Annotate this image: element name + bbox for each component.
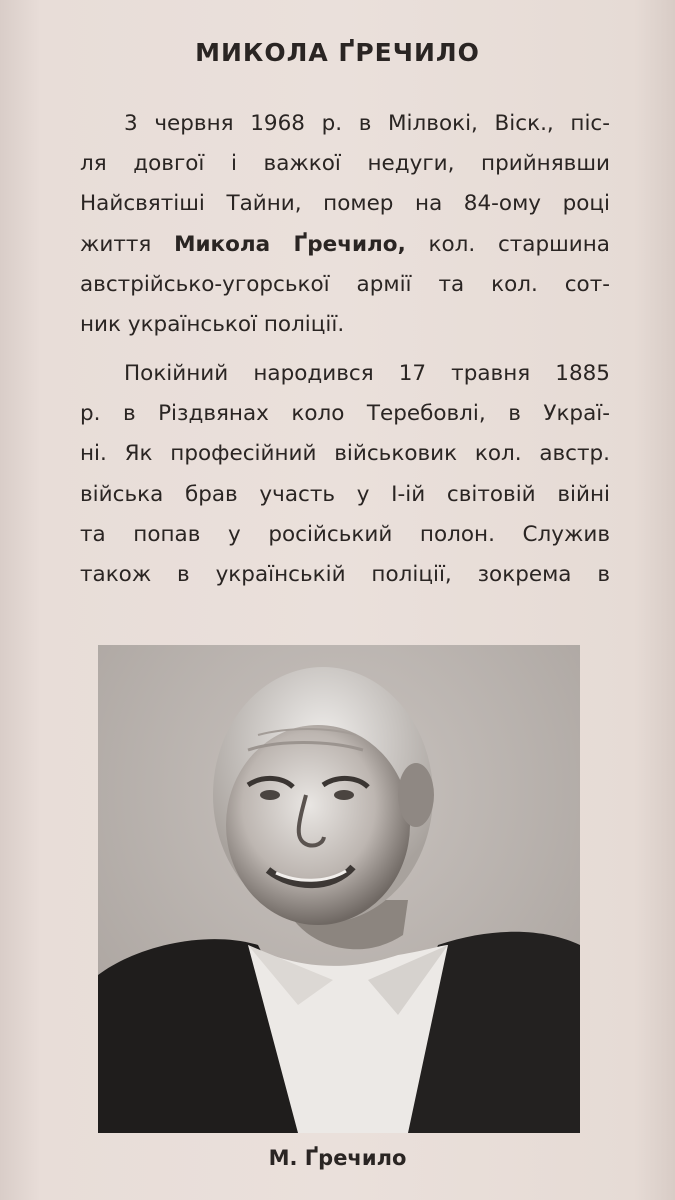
paragraph-1-line-4 xyxy=(80,225,610,265)
paragraph-1 xyxy=(80,104,610,345)
paragraph-2-line-4: війська брав участь у І-ій світовій війні xyxy=(80,481,610,507)
paragraph-2-line-3: ні. Як професійний військовик кол. австр. xyxy=(80,441,610,467)
photo-caption: М. Ґречило xyxy=(268,1146,407,1170)
paragraph-1-line-6: ник української поліції. xyxy=(80,312,345,338)
article-title: МИКОЛА ҐРЕЧИЛО xyxy=(195,38,480,67)
paragraph-2-line-5: та попав у російський полон. Служив xyxy=(80,521,610,547)
paragraph-2 xyxy=(80,354,610,595)
paragraph-2-line-2: р. в Різдвянах коло Теребовлі, в Украї- xyxy=(80,401,610,427)
paragraph-2-line-1: Покійний народився 17 травня 1885 xyxy=(124,361,610,386)
line-4-tail: кол. старшина xyxy=(405,231,610,257)
deceased-name: Микола Ґречило, xyxy=(174,231,406,257)
paragraph-1-line-5: австрійсько-угорської армії та кол. сот- xyxy=(80,271,610,297)
paragraph-1-line-1: 3 червня 1968 р. в Мілвокі, Віск., піс- xyxy=(124,111,610,136)
paragraph-2-line-6: також в українській поліції, зокрема в xyxy=(80,562,610,588)
line-4-lead: життя xyxy=(80,231,175,257)
paragraph-1-line-3: Найсвятіші Тайни, помер на 84-ому році xyxy=(80,191,610,217)
paragraph-1-line-2: ля довгої і важкої недуги, прийнявши xyxy=(80,151,610,177)
portrait-photo xyxy=(98,645,580,1133)
portrait-illustration xyxy=(98,645,580,1133)
